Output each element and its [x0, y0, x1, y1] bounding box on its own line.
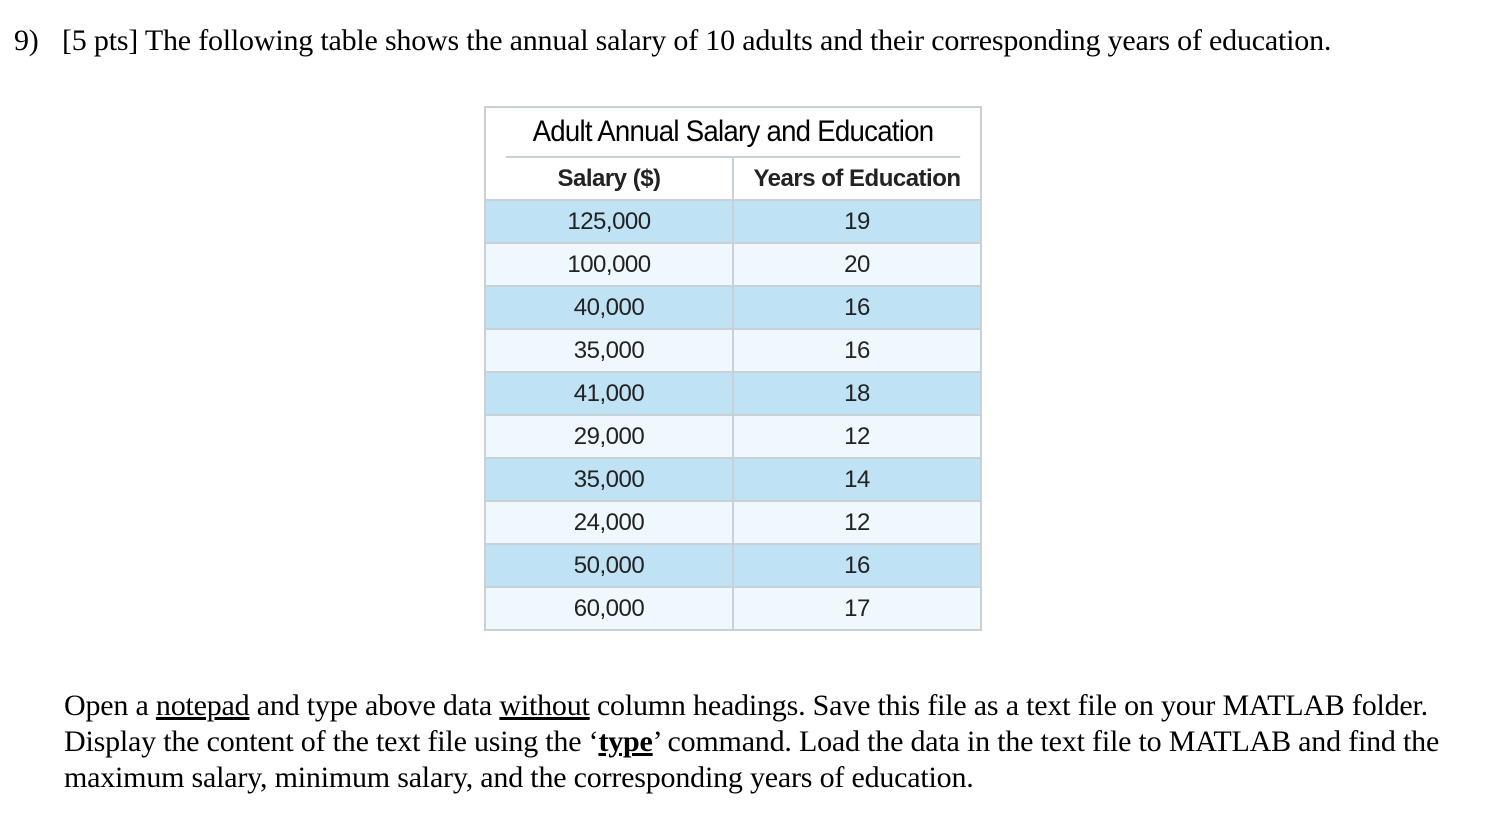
instructions-text-4: ’ command. Load the data in the text file to MATLAB and find the maximum salary, minimum salary, and the corresponding years of education.	[64, 725, 1440, 794]
table-row	[486, 372, 980, 415]
education-cell: 16	[733, 286, 980, 329]
question-number: 9)	[14, 24, 39, 57]
data-table	[486, 158, 980, 629]
salary-education-table	[484, 106, 982, 631]
instructions-paragraph	[64, 688, 1474, 796]
table-title: Adult Annual Salary and Education	[506, 108, 960, 158]
table-header-row	[486, 158, 980, 200]
salary-cell: 24,000	[486, 501, 733, 544]
type-command-keyword: type	[598, 725, 653, 758]
salary-cell: 41,000	[486, 372, 733, 415]
without-underlined: without	[499, 689, 590, 722]
salary-cell: 35,000	[486, 329, 733, 372]
salary-cell: 29,000	[486, 415, 733, 458]
question-heading	[14, 22, 1331, 60]
table-row	[486, 458, 980, 501]
education-cell: 18	[733, 372, 980, 415]
education-column-header: Years of Education	[733, 158, 980, 200]
table-row	[486, 243, 980, 286]
table-row	[486, 544, 980, 587]
table-row	[486, 501, 980, 544]
salary-cell: 60,000	[486, 587, 733, 629]
instructions-text-2: and type above data	[249, 689, 500, 722]
instructions-text-3: column headings. Save this file as a text file on your MATLAB folder. Display the content of the text file using the ‘	[64, 689, 1428, 758]
salary-cell: 35,000	[486, 458, 733, 501]
question-text: [5 pts] The following table shows the annual salary of 10 adults and their corresponding years of education.	[62, 24, 1332, 57]
salary-cell: 125,000	[486, 200, 733, 243]
education-cell: 17	[733, 587, 980, 629]
table-row	[486, 329, 980, 372]
education-cell: 14	[733, 458, 980, 501]
table-row	[486, 200, 980, 243]
education-cell: 16	[733, 544, 980, 587]
education-cell: 19	[733, 200, 980, 243]
education-cell: 16	[733, 329, 980, 372]
education-cell: 12	[733, 501, 980, 544]
salary-column-header: Salary ($)	[486, 158, 733, 200]
salary-cell: 50,000	[486, 544, 733, 587]
table-row	[486, 587, 980, 629]
education-cell: 12	[733, 415, 980, 458]
table-row	[486, 286, 980, 329]
notepad-underlined: notepad	[155, 689, 250, 722]
salary-cell: 100,000	[486, 243, 733, 286]
table-row	[486, 415, 980, 458]
education-cell: 20	[733, 243, 980, 286]
salary-cell: 40,000	[486, 286, 733, 329]
instructions-text-1: Open a	[64, 689, 156, 722]
